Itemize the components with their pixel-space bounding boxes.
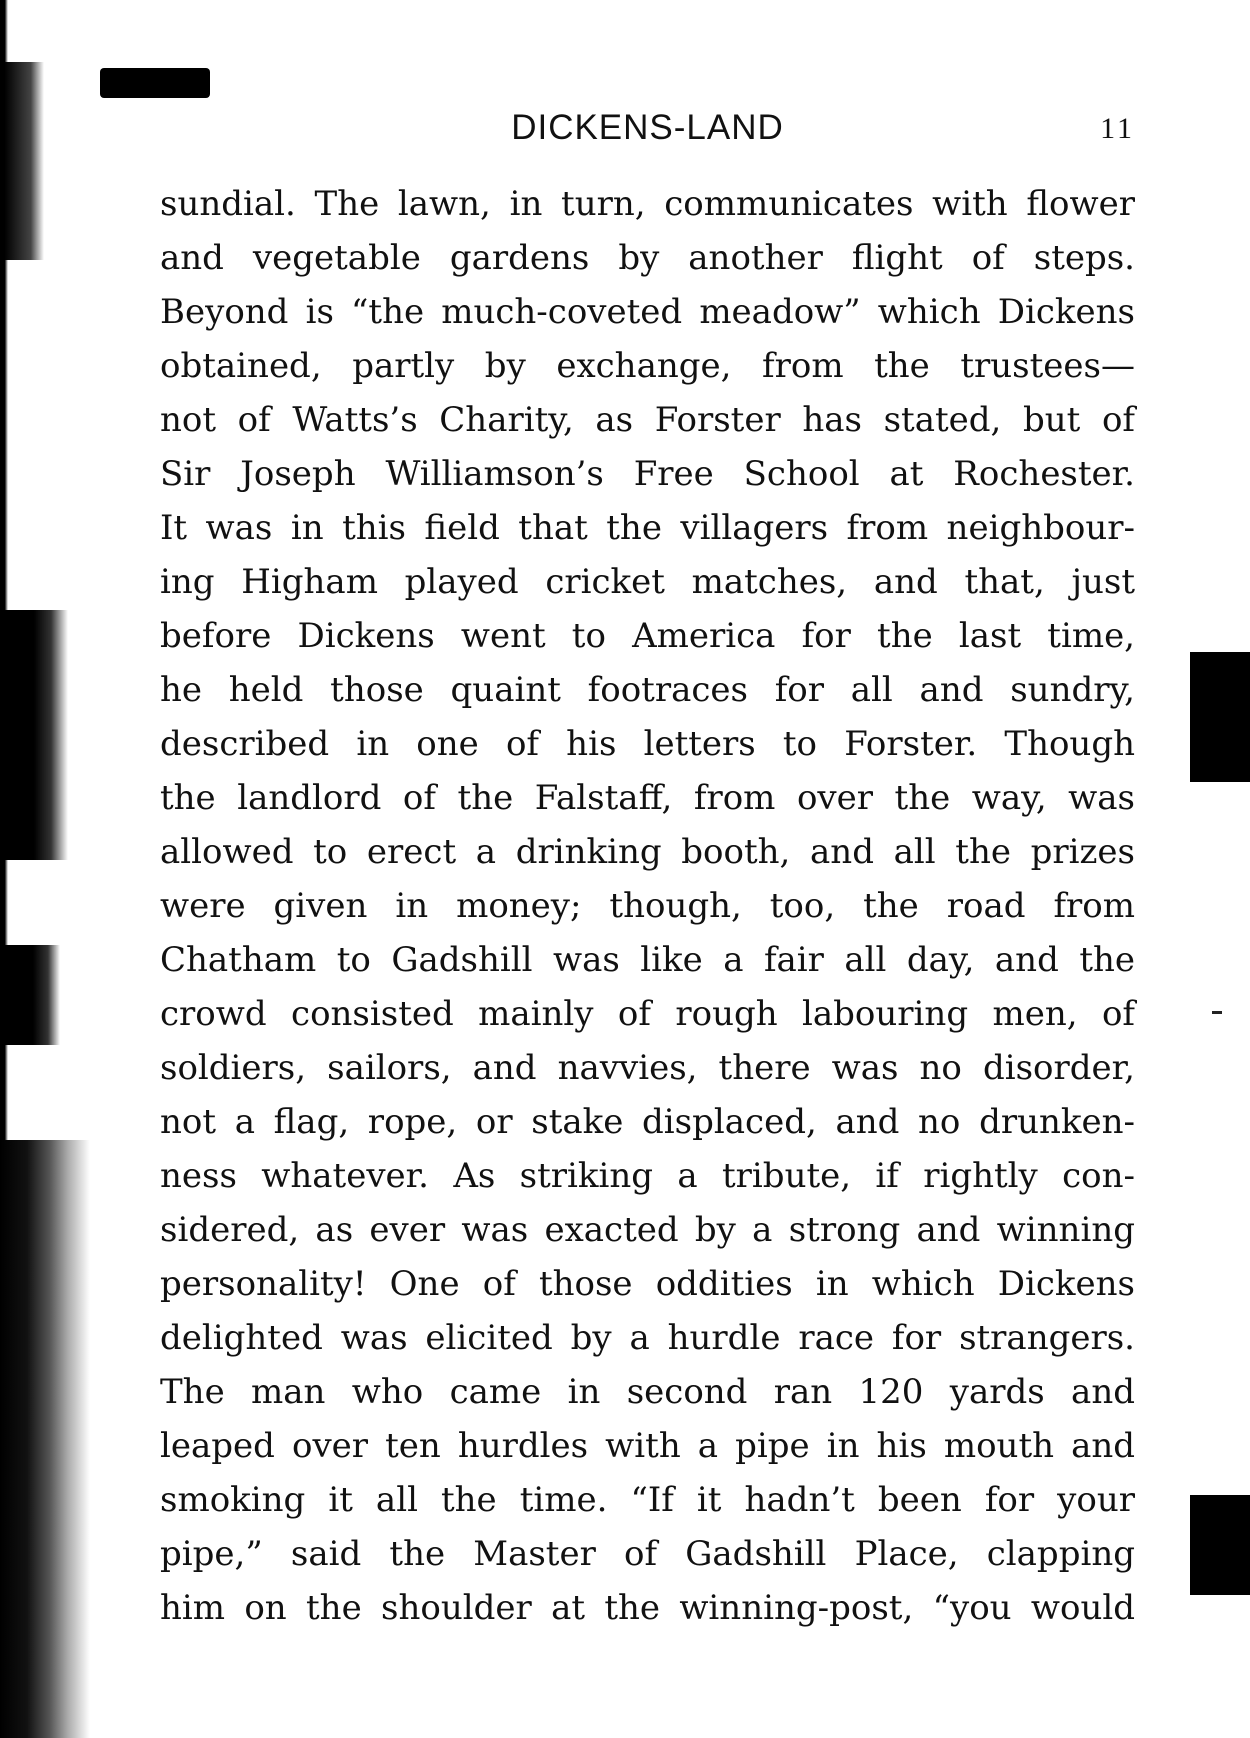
text-line: smoking it all the time. “If it hadn’t been for your [160, 1480, 1135, 1520]
text-line: Beyond is “the much-coveted meadow” which Dickens [160, 292, 1135, 332]
text-line: he held those quaint footraces for all and sundry, [160, 670, 1135, 710]
text-line: pipe,” said the Master of Gadshill Place, clapping [160, 1534, 1135, 1574]
text-line: soldiers, sailors, and navvies, there was no disorder, [160, 1048, 1135, 1088]
text-line: him on the shoulder at the winning-post, “you would [160, 1588, 1135, 1628]
scan-edge-shadow [0, 62, 44, 260]
text-line: ing Higham played cricket matches, and that, just [160, 562, 1135, 602]
text-line: not of Watts’s Charity, as Forster has stated, but of [160, 400, 1135, 440]
text-line: allowed to erect a drinking booth, and all the prizes [160, 832, 1135, 872]
text-line: sidered, as ever was exacted by a strong and winning [160, 1210, 1135, 1250]
text-line: personality! One of those oddities in which Dickens [160, 1264, 1135, 1304]
text-line: delighted was elicited by a hurdle race for strangers. [160, 1318, 1135, 1358]
text-line: sundial. The lawn, in turn, communicates with flower [160, 184, 1135, 224]
scan-edge-shadow [1190, 1495, 1250, 1595]
scan-edge-shadow [1190, 652, 1250, 782]
text-line: The man who came in second ran 120 yards and [160, 1372, 1135, 1412]
text-line: Chatham to Gadshill was like a fair all day, and the [160, 940, 1135, 980]
running-title: DICKENS-LAND [511, 108, 784, 147]
text-line: the landlord of the Falstaff, from over the way, was [160, 778, 1135, 818]
scan-edge-shadow [0, 1140, 90, 1738]
text-line: obtained, partly by exchange, from the trustees— [160, 346, 1135, 386]
scan-speck [1212, 1011, 1222, 1014]
scan-edge-shadow [0, 945, 60, 1045]
text-line: and vegetable gardens by another flight of steps. [160, 238, 1135, 278]
scan-smudge [100, 68, 210, 98]
text-line: before Dickens went to America for the last time, [160, 616, 1135, 656]
text-line: It was in this field that the villagers from neighbour- [160, 508, 1135, 548]
text-line: described in one of his letters to Forster. Though [160, 724, 1135, 764]
text-line: ness whatever. As striking a tribute, if rightly con- [160, 1156, 1135, 1196]
text-line: crowd consisted mainly of rough labouring men, of [160, 994, 1135, 1034]
scan-edge-shadow [0, 610, 68, 860]
text-line: not a flag, rope, or stake displaced, and no drunken- [160, 1102, 1135, 1142]
text-line: Sir Joseph Williamson’s Free School at Rochester. [160, 454, 1135, 494]
running-header [160, 108, 1135, 152]
body-paragraph [160, 177, 1135, 1635]
page-number: 11 [1100, 112, 1135, 145]
text-line: leaped over ten hurdles with a pipe in his mouth and [160, 1426, 1135, 1466]
text-line: were given in money; though, too, the road from [160, 886, 1135, 926]
